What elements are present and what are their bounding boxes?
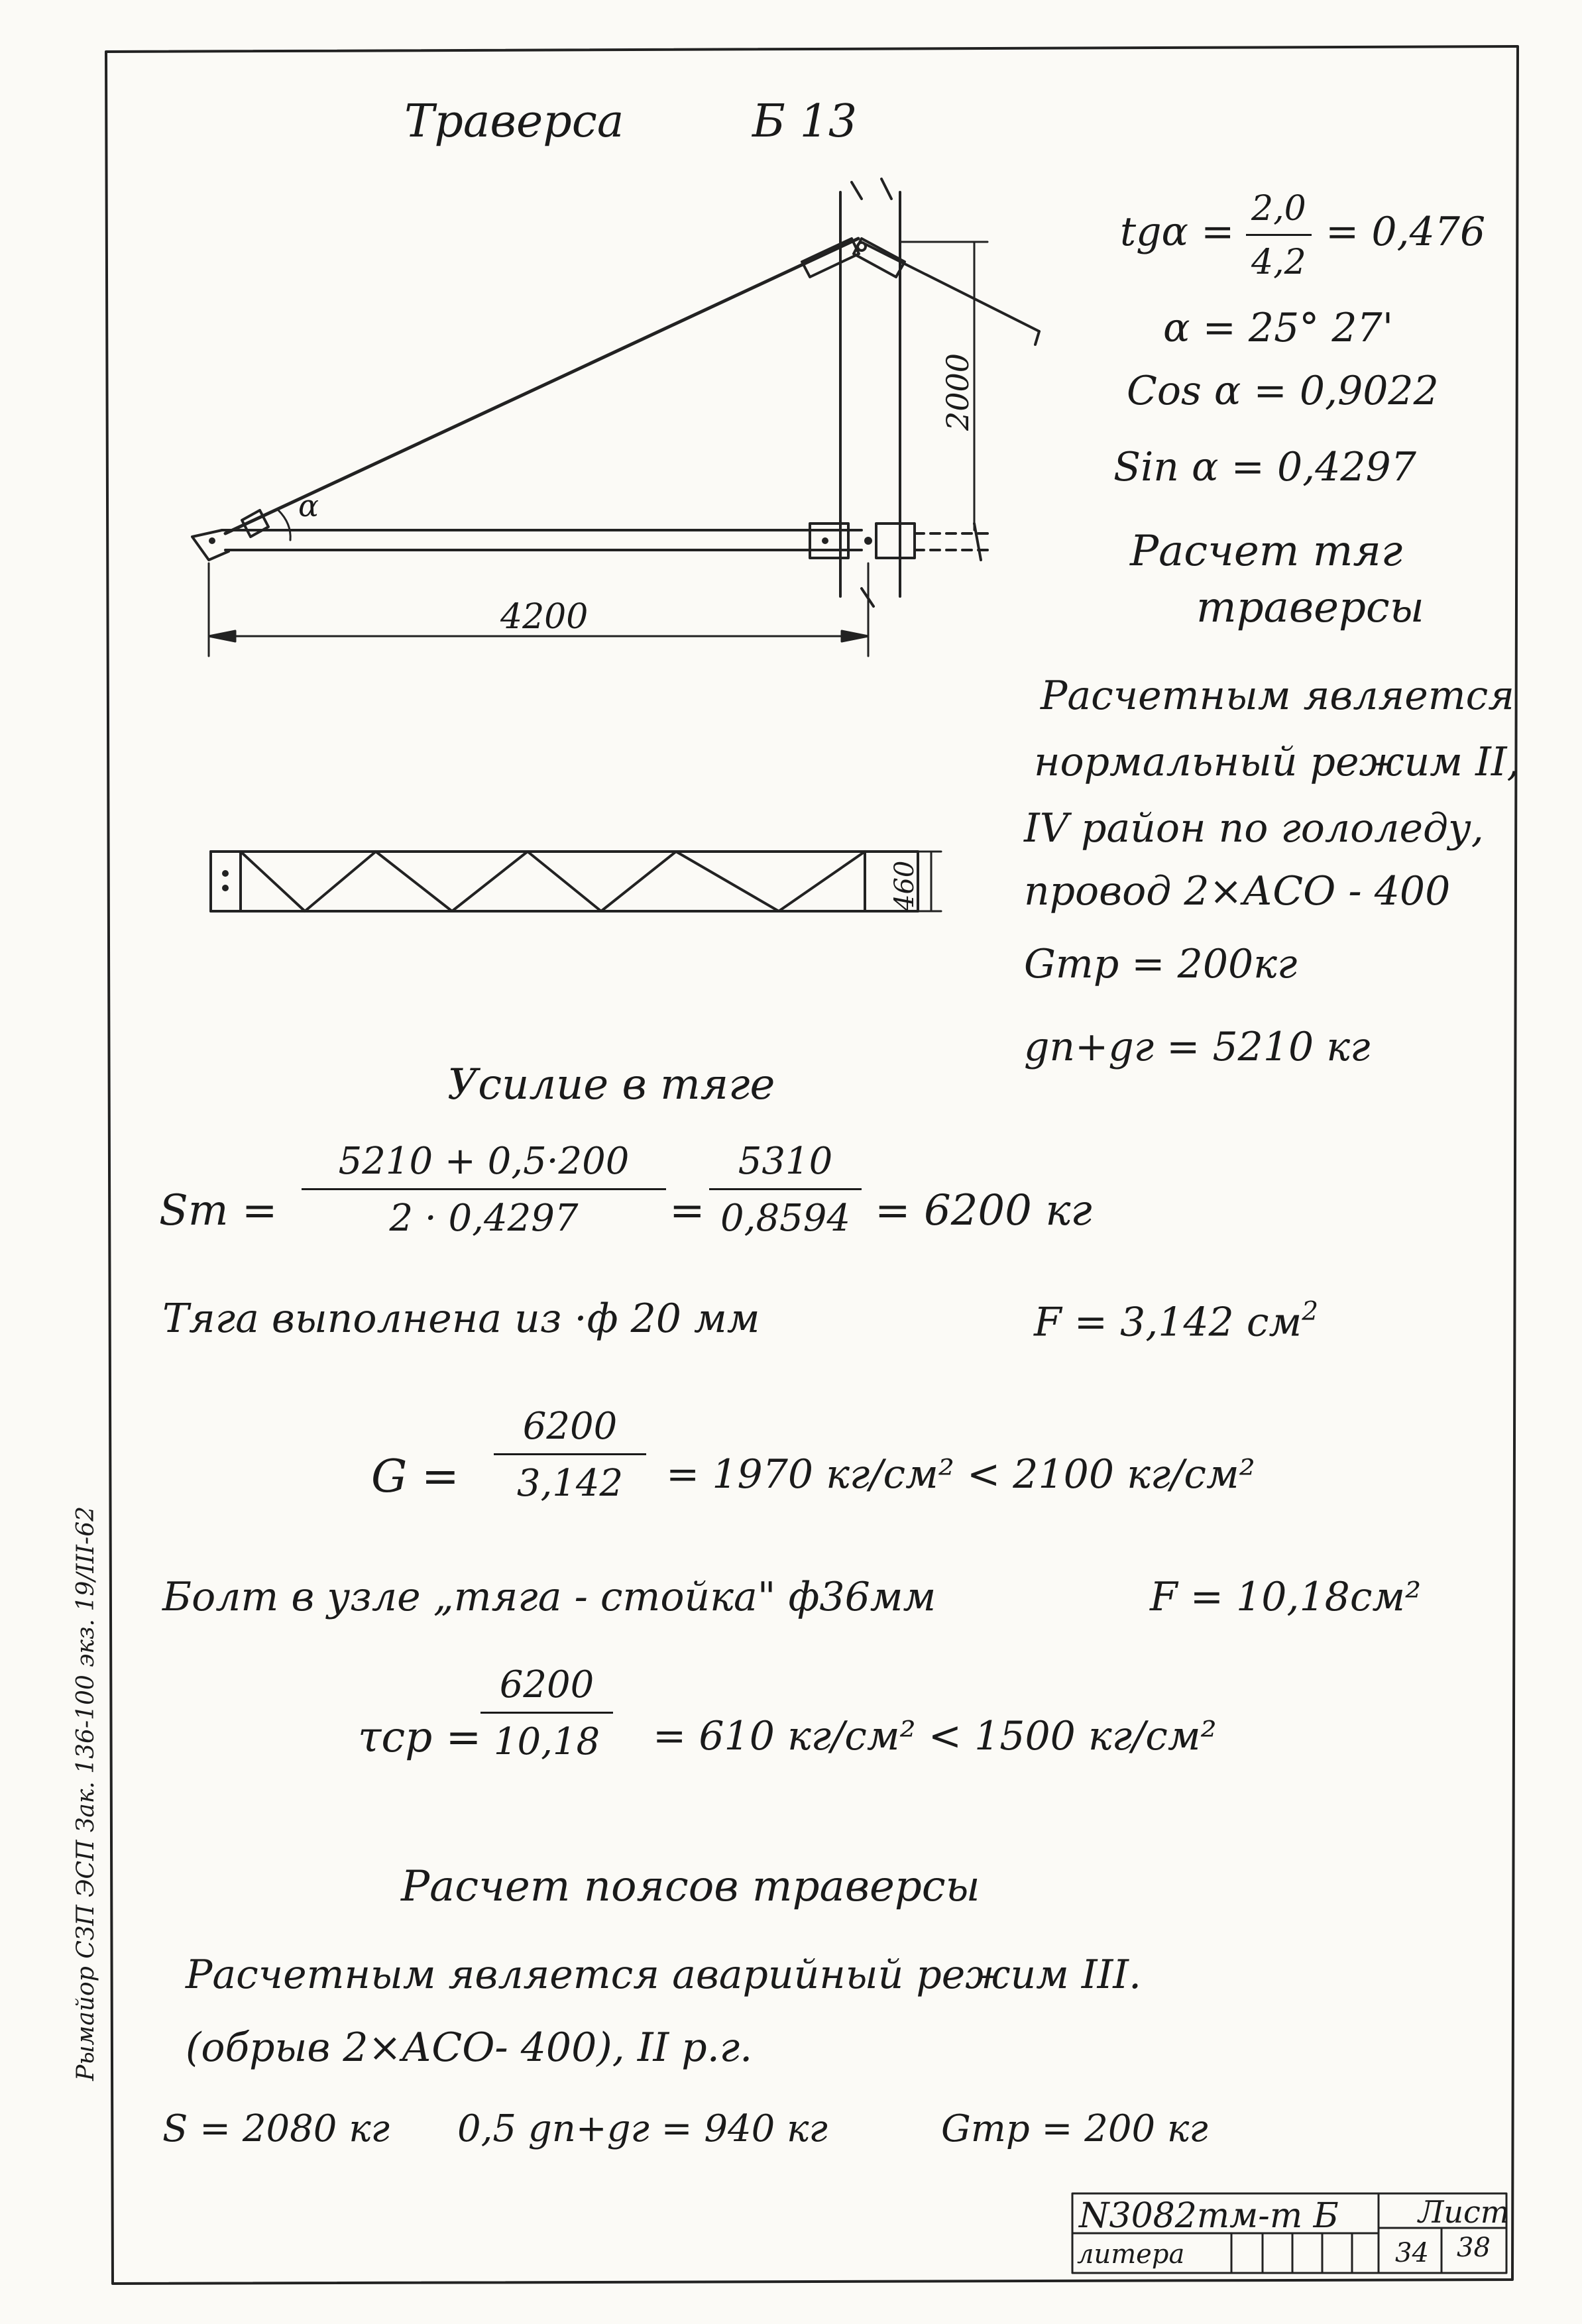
section1-line4: провод 2×АСО - 400 (1024, 868, 1451, 914)
force-lhs: Sт = (159, 1186, 278, 1235)
sheet-number: 34 (1395, 2238, 1429, 2268)
truss-plan-diagram (211, 852, 941, 911)
document-number: N3082тм-т Б (1079, 2196, 1339, 2236)
shear-fraction (480, 1663, 613, 1763)
bolt-area: F = 10,18см² (1150, 1574, 1422, 1620)
force-denominator-1: 2 · 0,4297 (389, 1197, 579, 1240)
angle-label: α (298, 488, 319, 524)
force-fraction-2 (709, 1140, 862, 1240)
rod-text: Тяга выполнена из ·ф 20 мм (162, 1296, 760, 1342)
section1-title-line1: Расчет тяг (1130, 527, 1403, 576)
tg-numerator: 2,0 (1251, 189, 1306, 229)
shear-result: = 610 кг/см² < 1500 кг/см² (653, 1713, 1217, 1759)
shear-lhs: τср = (358, 1713, 482, 1762)
sheet-label: Лист (1418, 2194, 1510, 2230)
bolt-text: Болт в узле „тяга - стойка" ф36мм (162, 1574, 936, 1620)
traverse-elevation-diagram (192, 179, 1039, 606)
force-heading: Усилие в тяге (447, 1060, 775, 1109)
force-denominator-2: 0,8594 (720, 1197, 850, 1240)
total-sheets: 38 (1457, 2233, 1491, 2263)
force-fraction-1 (302, 1140, 666, 1240)
force-numerator-2: 5310 (738, 1140, 833, 1183)
section2-heading: Расчет поясов траверсы (401, 1862, 980, 1911)
litera-label: литера (1077, 2239, 1185, 2270)
force-numerator-1: 5210 + 0,5·200 (338, 1140, 630, 1183)
sin-value: Sin α = 0,4297 (1113, 444, 1416, 490)
stress-numerator: 6200 (522, 1405, 618, 1448)
rod-area (1034, 1297, 1319, 1346)
shear-denominator: 10,18 (493, 1720, 600, 1763)
title-name: Траверса (404, 95, 624, 148)
height-dimension-label: 2000 (940, 353, 976, 431)
stress-result: = 1970 кг/см² < 2100 кг/см² (666, 1451, 1255, 1498)
section1-line1: Расчетным является (1041, 673, 1514, 719)
rod-area-exponent: 2 (1302, 1297, 1319, 1327)
section1-g-tr: Gтр = 200кг (1024, 941, 1298, 987)
rod-area-value: F = 3,142 см (1034, 1299, 1302, 1346)
margin-print-note: Рымайор СЗП ЭСП Зак. 136-100 экз. 19/III-62 (72, 1506, 99, 2081)
width-dimension-label: 460 (889, 860, 920, 911)
tg-rhs: = 0,476 (1326, 209, 1486, 255)
section1-line2: нормальный режим II, (1034, 739, 1520, 785)
tg-lhs: tgα = (1120, 209, 1235, 255)
shear-numerator: 6200 (499, 1663, 594, 1706)
stress-denominator: 3,142 (516, 1462, 624, 1505)
tg-denominator: 4,2 (1251, 243, 1306, 282)
section1-gn-gr: gn+gг = 5210 кг (1024, 1024, 1371, 1070)
span-dimension-label: 4200 (500, 597, 589, 637)
title-code: Б 13 (752, 95, 858, 148)
force-eq: = (669, 1186, 705, 1235)
cos-value: Cos α = 0,9022 (1127, 368, 1439, 414)
section2-s: S = 2080 кг (162, 2107, 390, 2150)
section1-title-line2: траверсы (1196, 583, 1424, 632)
section2-line2: (обрыв 2×АСО- 400), II р.г. (186, 2024, 753, 2071)
tg-fraction (1246, 189, 1312, 282)
section2-line1: Расчетным является аварийный режим III. (186, 1952, 1142, 1998)
force-result: = 6200 кг (875, 1186, 1092, 1235)
stress-lhs: G = (371, 1451, 459, 1503)
section2-g-tr: Gтр = 200 кг (941, 2107, 1208, 2150)
alpha-value: α = 25° 27' (1163, 305, 1394, 351)
stress-fraction (494, 1405, 646, 1505)
section2-half-g: 0,5 gn+gг = 940 кг (457, 2107, 828, 2150)
section1-line3: IV район по гололеду, (1024, 805, 1484, 852)
